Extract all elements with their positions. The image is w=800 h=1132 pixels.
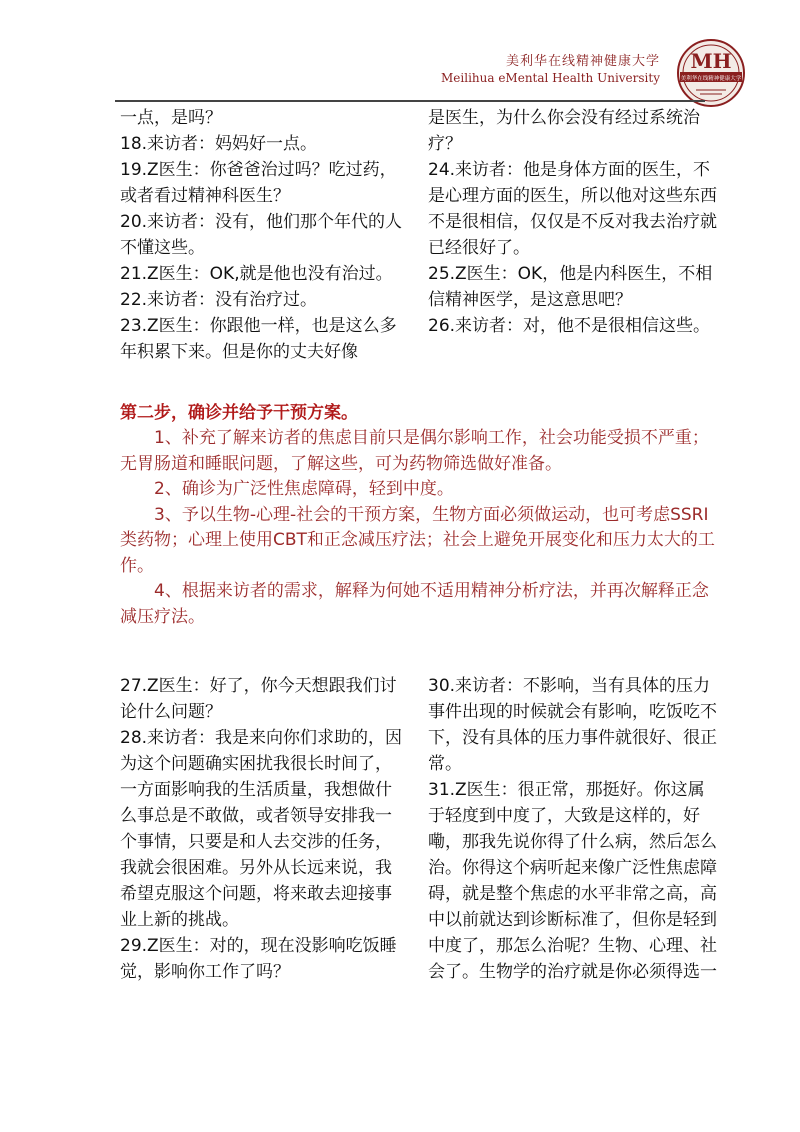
dialogue-line: 22.来访者：没有治疗过。 [120, 290, 318, 310]
header-divider [115, 100, 705, 102]
dialogue-bottom-left [120, 673, 405, 985]
step2-section [120, 400, 720, 630]
dialogue-line: 是医生，为什么你会没有经过系统治疗？ [428, 108, 700, 154]
dialogue-line: 20.来访者：没有，他们那个年代的人不懂这些。 [120, 212, 403, 258]
dialogue-line: 28.来访者：我是来向你们求助的，因为这个问题确实困扰我很长时间了，一方面影响我的生活质量，我想做什么事总是不敢做，或者领导安排我一个事情，只要是和人去交涉的任务，我就会很困难。另外从长远来说，我希望克服这个问题，将来敢去迎接事业上新的挑战。 [120, 728, 403, 930]
university-name-cn: 美利华在线精神健康大学 [505, 54, 660, 69]
step2-item: 1、补充了解来访者的焦虑目前只是偶尔影响工作，社会功能受损不严重；无胃肠道和睡眠问题，了解这些，可为药物筛选做好准备。 [120, 428, 709, 474]
dialogue-line: 27.Z医生：好了，你今天想跟我们讨论什么问题？ [120, 676, 397, 722]
step2-title: 第二步，确诊并给予干预方案。 [120, 403, 358, 423]
dialogue-line: 21.Z医生：OK,就是他也没有治过。 [120, 264, 393, 284]
dialogue-line: 26.来访者：对，他不是很相信这些。 [428, 316, 711, 336]
logo-subtext: 美利华在线精神健康大学 [680, 76, 742, 82]
dialogue-bottom-right [428, 673, 718, 985]
step2-item: 4、根据来访者的需求，解释为何她不适用精神分析疗法，并再次解释正念减压疗法。 [120, 581, 709, 627]
university-logo [676, 38, 746, 108]
page-header [0, 0, 800, 100]
dialogue-line: 19.Z医生：你爸爸治过吗？吃过药，或者看过精神科医生？ [120, 160, 397, 206]
dialogue-line: 25.Z医生：OK，他是内科医生，不相信精神医学，是这意思吧？ [428, 264, 713, 310]
dialogue-top-left [120, 105, 405, 365]
dialogue-line: 18.来访者：妈妈好一点。 [120, 134, 318, 154]
dialogue-line: 24.来访者：他是身体方面的医生，不是心理方面的医生，所以他对这些东西不是很相信，仅仅是不反对我去治疗就已经很好了。 [428, 160, 717, 258]
dialogue-line: 29.Z医生：对的，现在没影响吃饭睡觉，影响你工作了吗？ [120, 936, 397, 982]
dialogue-line: 一点，是吗？ [120, 108, 222, 128]
dialogue-line: 23.Z医生：你跟他一样，也是这么多年积累下来。但是你的丈夫好像 [120, 316, 397, 362]
step2-item: 2、确诊为广泛性焦虑障碍，轻到中度。 [154, 479, 454, 499]
dialogue-top-right [428, 105, 718, 339]
dialogue-line: 30.来访者：不影响，当有具体的压力事件出现的时候就会有影响，吃饭吃不下，没有具体的压力事件就很好、很正常。 [428, 676, 717, 774]
dialogue-line: 31.Z医生：很正常，那挺好。你这属于轻度到中度了，大致是这样的，好嘞，那我先说你得了什么病，然后怎么治。你得这个病听起来像广泛性焦虑障碍，就是整个焦虑的水平非常之高，高中以前就达到诊断标准了，但你是轻到中度了，那怎么治呢？生物、心理、社会了。生物学的治疗就是你必须得选一 [428, 780, 717, 982]
step2-item: 3、予以生物-心理-社会的干预方案，生物方面必须做运动，也可考虑SSRI类药物；心理上使用CBT和正念减压疗法；社会上避免开展变化和压力太大的工作。 [120, 504, 715, 576]
logo-monogram: MH [690, 49, 732, 73]
university-name-en: Meilihua eMental Health University [441, 71, 660, 85]
